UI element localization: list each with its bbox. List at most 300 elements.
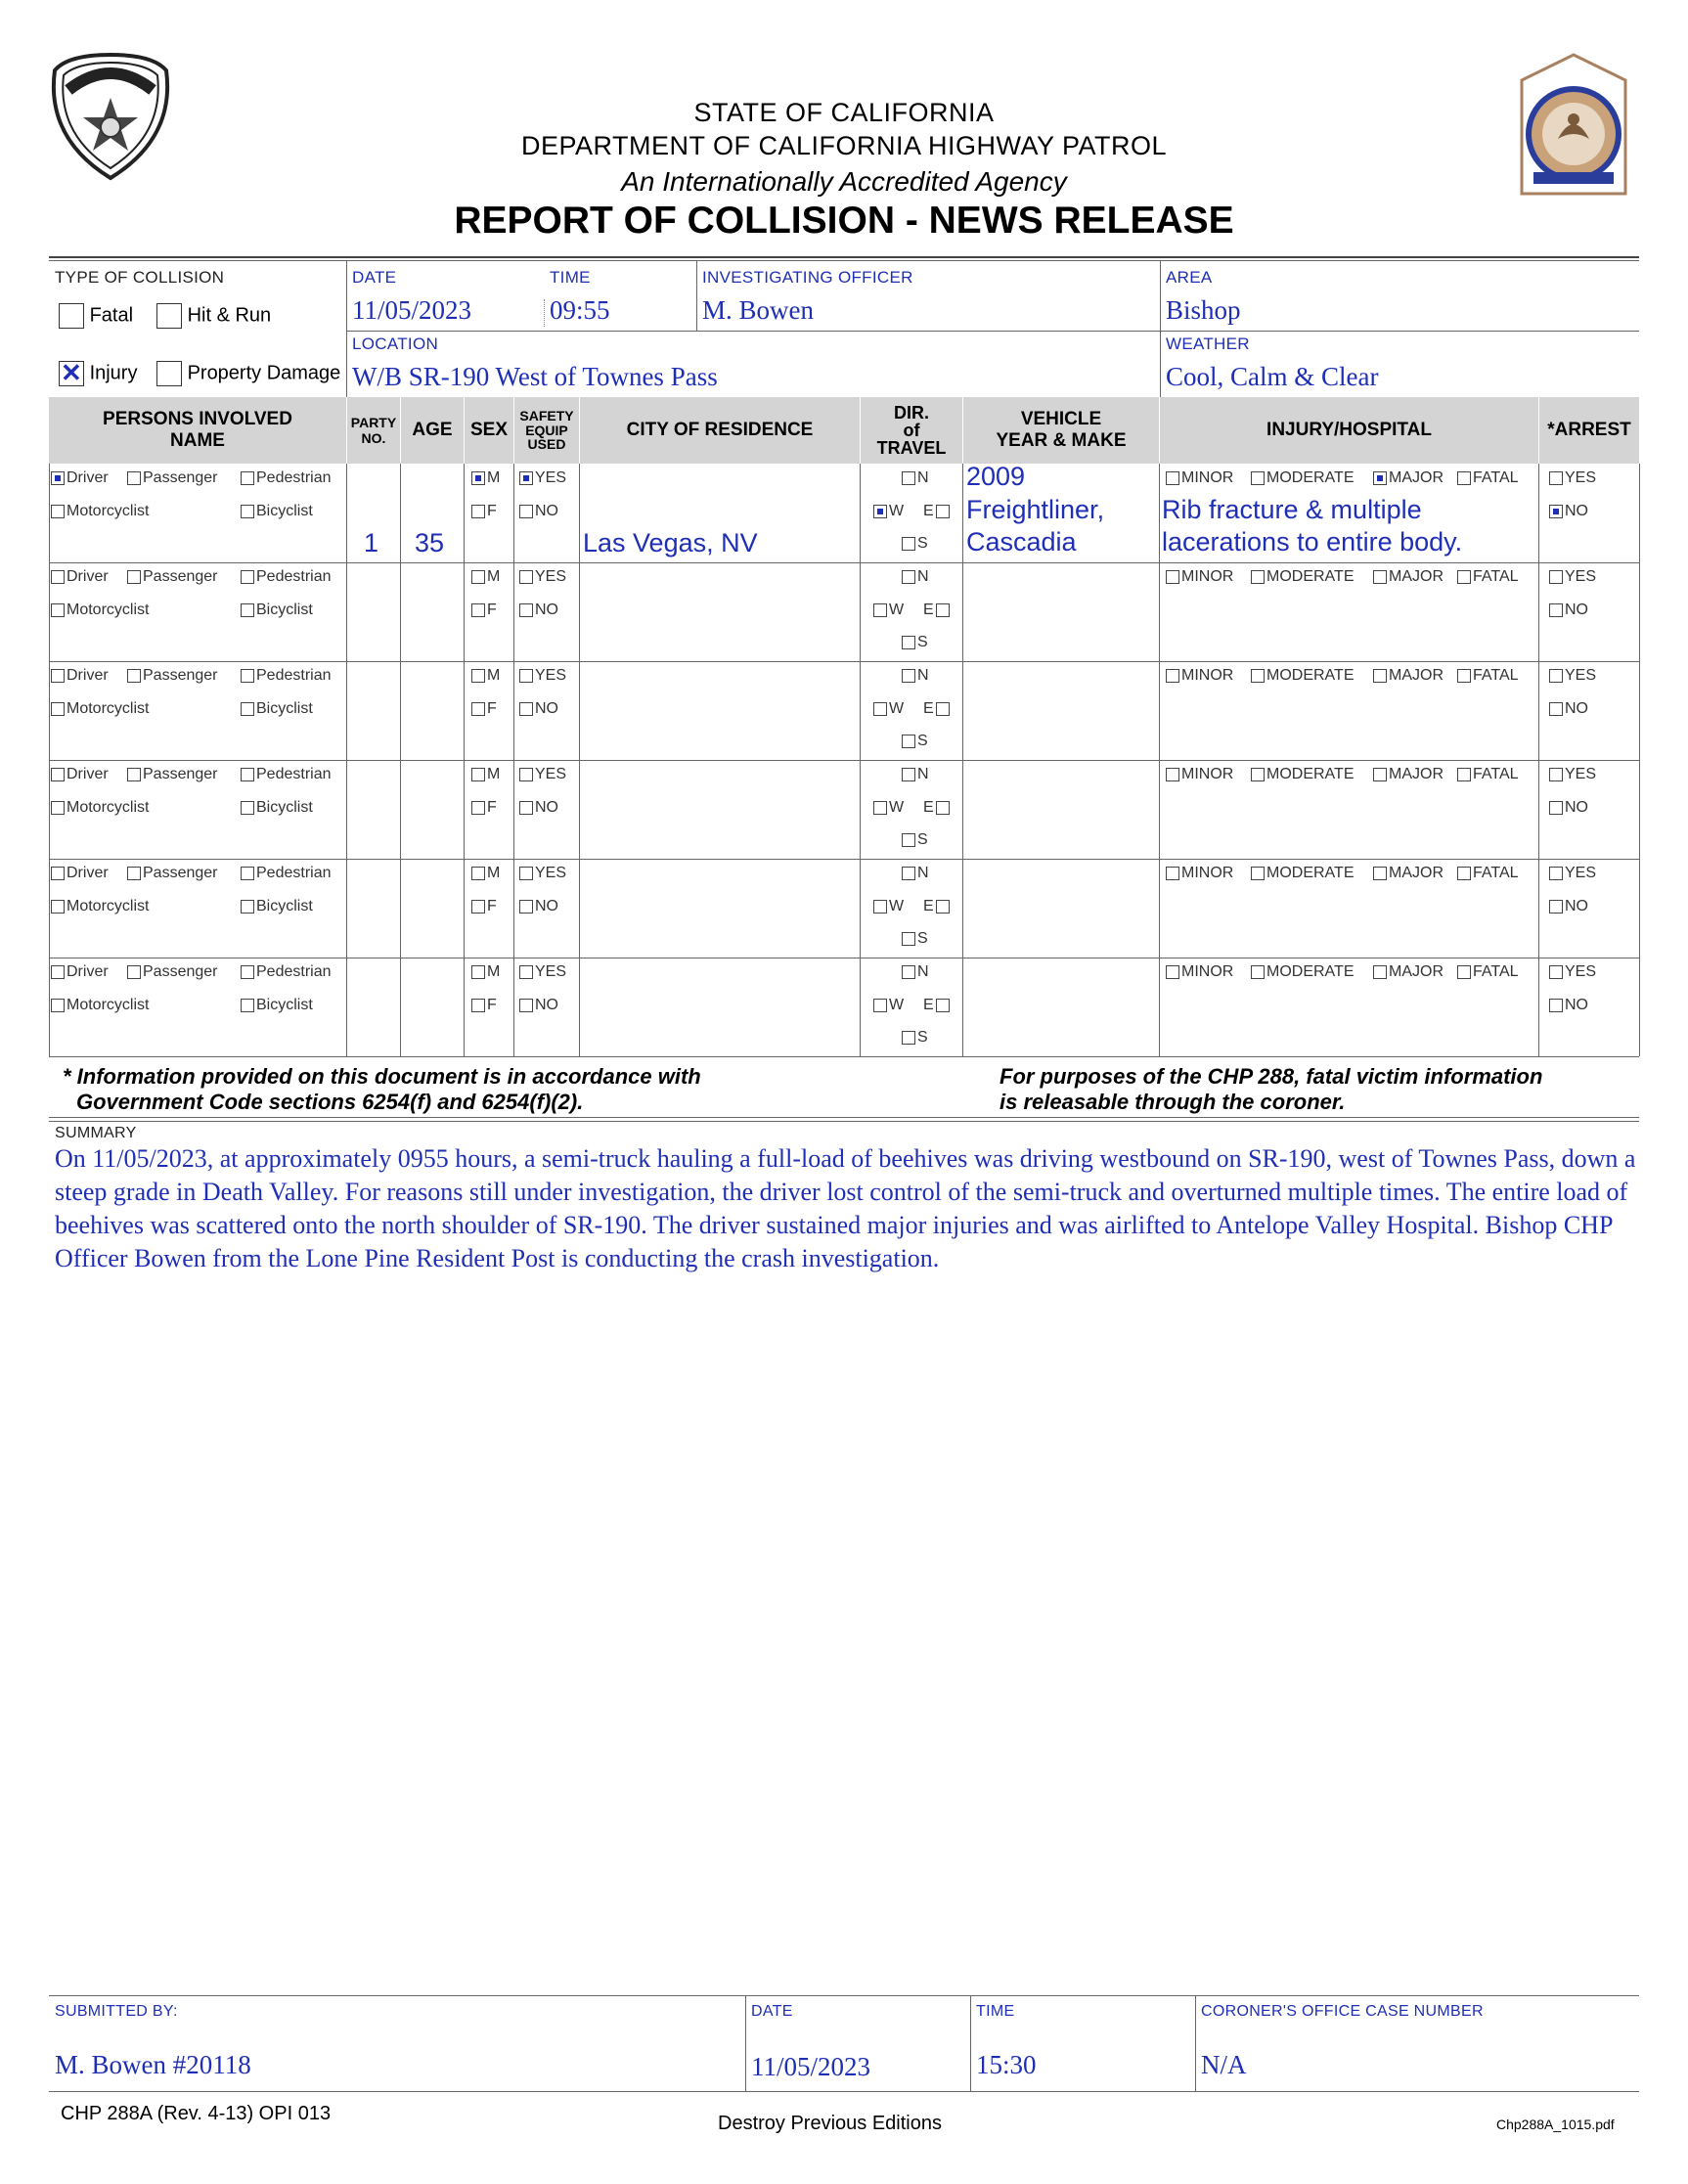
arrest-no-checkbox[interactable] [1549, 505, 1563, 518]
injury-major-checkbox[interactable] [1373, 768, 1387, 781]
injury-fatal-option[interactable] [1457, 667, 1519, 685]
sex-m-checkbox[interactable] [471, 768, 485, 781]
sex-f-option[interactable] [471, 898, 497, 915]
dir-n-checkbox[interactable] [902, 965, 915, 979]
direction-header-line1: DIR. [894, 403, 929, 423]
motorcyclist-checkbox[interactable] [51, 900, 65, 914]
dir-n-checkbox[interactable] [902, 570, 915, 584]
safety-yes-checkbox[interactable] [519, 669, 533, 683]
motorcyclist-checkbox[interactable] [51, 999, 65, 1012]
safety-yes-checkbox[interactable] [519, 471, 533, 485]
dir-w-checkbox[interactable] [873, 801, 887, 815]
sex-f-option[interactable] [471, 997, 497, 1014]
file-name: Chp288A_1015.pdf [1496, 2117, 1615, 2132]
bicyclist-option[interactable] [241, 700, 313, 718]
table-row-divider [49, 760, 1639, 761]
dir-s-label: S [917, 634, 928, 650]
injury-minor-option[interactable] [1166, 568, 1233, 586]
dir-e-option[interactable] [923, 602, 950, 619]
fatal-checkbox[interactable] [59, 303, 84, 329]
footer-rule-top [49, 1995, 1639, 1996]
coroner-case-value: N/A [1201, 2050, 1247, 2079]
arrest-yes-label: YES [1565, 865, 1597, 881]
safety-no-option[interactable] [519, 799, 558, 817]
injury-major-checkbox[interactable] [1373, 867, 1387, 880]
passenger-option[interactable] [127, 469, 218, 487]
dir-w-checkbox[interactable] [873, 603, 887, 617]
pedestrian-checkbox[interactable] [241, 570, 254, 584]
hit-run-checkbox-group[interactable] [156, 303, 271, 329]
injury-major-option[interactable] [1373, 667, 1444, 685]
pedestrian-checkbox[interactable] [241, 669, 254, 683]
injury-major-option[interactable] [1373, 568, 1444, 586]
driver-option[interactable] [51, 469, 109, 487]
motorcyclist-checkbox[interactable] [51, 801, 65, 815]
sex-m-label: M [487, 469, 501, 486]
arrest-yes-label: YES [1565, 667, 1597, 684]
persons-header [49, 397, 346, 464]
injury-fatal-option[interactable] [1457, 865, 1519, 882]
dir-s-checkbox[interactable] [902, 833, 915, 847]
dir-n-checkbox[interactable] [902, 867, 915, 880]
dir-n-option[interactable] [902, 469, 929, 487]
safety-no-checkbox[interactable] [519, 505, 533, 518]
passenger-checkbox[interactable] [127, 471, 141, 485]
safety-no-option[interactable] [519, 602, 558, 619]
dir-s-checkbox[interactable] [902, 636, 915, 649]
arrest-no-checkbox[interactable] [1549, 999, 1563, 1012]
safety-yes-label: YES [535, 865, 567, 881]
safety-yes-option[interactable] [519, 963, 566, 981]
dir-n-option[interactable] [902, 568, 929, 586]
pedestrian-option[interactable] [241, 568, 332, 586]
arrest-no-label: NO [1565, 700, 1588, 717]
arrest-yes-checkbox[interactable] [1549, 570, 1563, 584]
motorcyclist-option[interactable] [51, 898, 149, 915]
dir-s-label: S [917, 1029, 928, 1046]
age-value: 35 [415, 528, 445, 557]
injury-fatal-option[interactable] [1457, 469, 1519, 487]
dir-e-checkbox[interactable] [936, 702, 950, 716]
injury-major-option[interactable] [1373, 469, 1444, 487]
injury-moderate-checkbox[interactable] [1251, 965, 1265, 979]
arrest-yes-checkbox[interactable] [1549, 965, 1563, 979]
injury-fatal-checkbox[interactable] [1457, 867, 1471, 880]
injury-major-checkbox[interactable] [1373, 570, 1387, 584]
safety-yes-option[interactable] [519, 469, 566, 487]
party-header [347, 397, 400, 464]
arrest-yes-label: YES [1565, 963, 1597, 980]
arrest-no-option[interactable] [1549, 997, 1588, 1014]
bicyclist-checkbox[interactable] [241, 999, 254, 1012]
vehicle-year: 2009 [966, 462, 1026, 491]
passenger-checkbox[interactable] [127, 867, 141, 880]
pedestrian-option[interactable] [241, 865, 332, 882]
injury-major-option[interactable] [1373, 963, 1444, 981]
passenger-option[interactable] [127, 963, 218, 981]
injury-moderate-option[interactable] [1251, 766, 1354, 783]
sex-f-option[interactable] [471, 602, 497, 619]
arrest-yes-checkbox[interactable] [1549, 471, 1563, 485]
date-label: DATE [352, 268, 397, 287]
injury-minor-checkbox[interactable] [1166, 669, 1179, 683]
bicyclist-option[interactable] [241, 503, 313, 520]
injury-moderate-checkbox[interactable] [1251, 570, 1265, 584]
injury-major-checkbox[interactable] [1373, 965, 1387, 979]
dir-w-option[interactable] [873, 503, 904, 520]
injury-fatal-label: FATAL [1473, 766, 1519, 782]
safety-yes-option[interactable] [519, 568, 566, 586]
arrest-no-label: NO [1565, 602, 1588, 618]
dir-e-option[interactable] [923, 898, 950, 915]
injury-checkbox-group[interactable] [59, 361, 137, 386]
motorcyclist-option[interactable] [51, 997, 149, 1014]
motorcyclist-label: Motorcyclist [67, 503, 150, 519]
sex-m-checkbox[interactable] [471, 669, 485, 683]
dir-e-checkbox[interactable] [936, 603, 950, 617]
injury-minor-checkbox[interactable] [1166, 965, 1179, 979]
hit-run-checkbox[interactable] [156, 303, 182, 329]
footer-time-value: 15:30 [976, 2050, 1037, 2079]
bicyclist-option[interactable] [241, 997, 313, 1014]
injury-fatal-checkbox[interactable] [1457, 669, 1471, 683]
bicyclist-checkbox[interactable] [241, 702, 254, 716]
divider [745, 1995, 746, 2091]
pedestrian-checkbox[interactable] [241, 965, 254, 979]
injury-fatal-checkbox[interactable] [1457, 471, 1471, 485]
dir-w-option[interactable] [873, 700, 904, 718]
dir-w-checkbox[interactable] [873, 900, 887, 914]
sex-f-checkbox[interactable] [471, 702, 485, 716]
injury-moderate-option[interactable] [1251, 865, 1354, 882]
dir-n-checkbox[interactable] [902, 768, 915, 781]
injury-moderate-checkbox[interactable] [1251, 471, 1265, 485]
motorcyclist-label: Motorcyclist [67, 799, 150, 816]
injury-moderate-option[interactable] [1251, 469, 1354, 487]
motorcyclist-checkbox[interactable] [51, 702, 65, 716]
sex-f-checkbox[interactable] [471, 900, 485, 914]
pedestrian-label: Pedestrian [256, 766, 332, 782]
city-header: CITY OF RESIDENCE [580, 397, 860, 464]
safety-yes-checkbox[interactable] [519, 570, 533, 584]
arrest-no-option[interactable] [1549, 700, 1588, 718]
driver-option[interactable] [51, 865, 109, 882]
sex-f-label: F [487, 503, 497, 519]
dir-e-label: E [923, 799, 934, 816]
pedestrian-checkbox[interactable] [241, 867, 254, 880]
arrest-no-checkbox[interactable] [1549, 801, 1563, 815]
injury-major-label: MAJOR [1389, 469, 1444, 486]
injury-major-checkbox[interactable] [1373, 669, 1387, 683]
safety-yes-checkbox[interactable] [519, 768, 533, 781]
dir-e-checkbox[interactable] [936, 999, 950, 1012]
bicyclist-checkbox[interactable] [241, 505, 254, 518]
dir-e-label: E [923, 997, 934, 1013]
sex-f-label: F [487, 997, 497, 1013]
motorcyclist-option[interactable] [51, 799, 149, 817]
pedestrian-checkbox[interactable] [241, 768, 254, 781]
dir-s-option[interactable] [902, 535, 928, 553]
arrest-no-checkbox[interactable] [1549, 603, 1563, 617]
injury-fatal-checkbox[interactable] [1457, 768, 1471, 781]
passenger-checkbox[interactable] [127, 570, 141, 584]
driver-checkbox[interactable] [51, 471, 65, 485]
time-label: TIME [550, 268, 591, 287]
bicyclist-label: Bicyclist [256, 602, 313, 618]
injury-major-option[interactable] [1373, 766, 1444, 783]
date-value: 11/05/2023 [352, 295, 472, 325]
safety-no-option[interactable] [519, 997, 558, 1014]
dir-s-checkbox[interactable] [902, 1031, 915, 1045]
dir-n-option[interactable] [902, 865, 929, 882]
pedestrian-option[interactable] [241, 667, 332, 685]
injury-moderate-option[interactable] [1251, 568, 1354, 586]
safety-yes-option[interactable] [519, 667, 566, 685]
sex-f-option[interactable] [471, 700, 497, 718]
arrest-yes-checkbox[interactable] [1549, 867, 1563, 880]
passenger-label: Passenger [143, 963, 218, 980]
injury-major-checkbox[interactable] [1373, 471, 1387, 485]
sex-m-option[interactable] [471, 667, 500, 685]
sex-m-checkbox[interactable] [471, 570, 485, 584]
driver-checkbox[interactable] [51, 867, 65, 880]
dir-e-option[interactable] [923, 503, 950, 520]
arrest-no-option[interactable] [1549, 503, 1588, 520]
arrest-yes-option[interactable] [1549, 469, 1596, 487]
injury-minor-checkbox[interactable] [1166, 768, 1179, 781]
dir-s-option[interactable] [902, 831, 928, 849]
injury-fatal-option[interactable] [1457, 568, 1519, 586]
sex-m-checkbox[interactable] [471, 965, 485, 979]
injury-moderate-checkbox[interactable] [1251, 669, 1265, 683]
passenger-checkbox[interactable] [127, 669, 141, 683]
city-of-residence: Las Vegas, NV [583, 528, 758, 557]
safety-yes-label: YES [535, 667, 567, 684]
sex-m-label: M [487, 963, 501, 980]
safety-yes-option[interactable] [519, 865, 566, 882]
dir-s-option[interactable] [902, 733, 928, 750]
motorcyclist-label: Motorcyclist [67, 898, 150, 914]
injury-fatal-checkbox[interactable] [1457, 570, 1471, 584]
injury-major-label: MAJOR [1389, 568, 1444, 585]
dir-e-checkbox[interactable] [936, 801, 950, 815]
safety-yes-checkbox[interactable] [519, 867, 533, 880]
injury-minor-option[interactable] [1166, 469, 1233, 487]
injury-moderate-option[interactable] [1251, 963, 1354, 981]
driver-checkbox[interactable] [51, 768, 65, 781]
passenger-option[interactable] [127, 568, 218, 586]
driver-checkbox[interactable] [51, 965, 65, 979]
dir-w-label: W [889, 503, 905, 519]
injury-fatal-label: FATAL [1473, 667, 1519, 684]
safety-no-option[interactable] [519, 898, 558, 915]
arrest-no-option[interactable] [1549, 799, 1588, 817]
dir-e-checkbox[interactable] [936, 505, 950, 518]
dir-s-checkbox[interactable] [902, 932, 915, 946]
injury-checkbox[interactable] [59, 361, 84, 386]
injury-header: INJURY/HOSPITAL [1160, 397, 1538, 464]
safety-yes-option[interactable] [519, 766, 566, 783]
arrest-no-label: NO [1565, 898, 1588, 914]
injury-major-option[interactable] [1373, 865, 1444, 882]
dir-e-checkbox[interactable] [936, 900, 950, 914]
sex-f-option[interactable] [471, 799, 497, 817]
safety-yes-label: YES [535, 568, 567, 585]
driver-option[interactable] [51, 568, 109, 586]
divider [1160, 260, 1161, 397]
injury-minor-label: MINOR [1181, 568, 1234, 585]
sex-m-option[interactable] [471, 963, 500, 981]
dir-n-option[interactable] [902, 667, 929, 685]
arrest-yes-checkbox[interactable] [1549, 669, 1563, 683]
sex-f-option[interactable] [471, 503, 497, 520]
safety-no-checkbox[interactable] [519, 801, 533, 815]
driver-checkbox[interactable] [51, 669, 65, 683]
safety-no-option[interactable] [519, 700, 558, 718]
safety-no-checkbox[interactable] [519, 702, 533, 716]
dir-w-option[interactable] [873, 799, 904, 817]
dir-n-checkbox[interactable] [902, 669, 915, 683]
passenger-checkbox[interactable] [127, 965, 141, 979]
dir-e-option[interactable] [923, 997, 950, 1014]
submitted-by-value: M. Bowen #20118 [55, 2050, 251, 2079]
divider [970, 1995, 971, 2091]
sex-f-checkbox[interactable] [471, 505, 485, 518]
sex-f-checkbox[interactable] [471, 999, 485, 1012]
bicyclist-option[interactable] [241, 602, 313, 619]
dir-s-checkbox[interactable] [902, 537, 915, 551]
injury-fatal-option[interactable] [1457, 963, 1519, 981]
dir-w-checkbox[interactable] [873, 999, 887, 1012]
injury-moderate-checkbox[interactable] [1251, 867, 1265, 880]
injury-minor-checkbox[interactable] [1166, 867, 1179, 880]
pedestrian-option[interactable] [241, 469, 332, 487]
driver-checkbox[interactable] [51, 570, 65, 584]
injury-minor-option[interactable] [1166, 766, 1233, 783]
property-damage-checkbox[interactable] [156, 361, 182, 386]
vehicle-header [963, 397, 1159, 464]
driver-option[interactable] [51, 963, 109, 981]
dir-w-checkbox[interactable] [873, 505, 887, 518]
fatal-checkbox-group[interactable] [59, 303, 133, 329]
party-number: 1 [364, 528, 379, 557]
direction-header-line2: of [903, 421, 920, 440]
sex-m-option[interactable] [471, 469, 500, 487]
dir-e-option[interactable] [923, 700, 950, 718]
injury-moderate-option[interactable] [1251, 667, 1354, 685]
safety-no-checkbox[interactable] [519, 603, 533, 617]
sex-m-checkbox[interactable] [471, 867, 485, 880]
motorcyclist-checkbox[interactable] [51, 505, 65, 518]
dir-n-option[interactable] [902, 766, 929, 783]
injury-minor-checkbox[interactable] [1166, 471, 1179, 485]
bicyclist-checkbox[interactable] [241, 801, 254, 815]
dir-e-option[interactable] [923, 799, 950, 817]
dir-s-option[interactable] [902, 634, 928, 651]
dir-s-option[interactable] [902, 930, 928, 948]
motorcyclist-checkbox[interactable] [51, 603, 65, 617]
arrest-no-label: NO [1565, 997, 1588, 1013]
arrest-yes-option[interactable] [1549, 667, 1596, 685]
table-row-divider [49, 1056, 1639, 1057]
arrest-yes-option[interactable] [1549, 963, 1596, 981]
injury-fatal-option[interactable] [1457, 766, 1519, 783]
sex-m-checkbox[interactable] [471, 471, 485, 485]
dir-s-checkbox[interactable] [902, 735, 915, 748]
passenger-option[interactable] [127, 865, 218, 882]
driver-option[interactable] [51, 766, 109, 783]
pedestrian-option[interactable] [241, 766, 332, 783]
arrest-no-option[interactable] [1549, 898, 1588, 915]
sex-f-checkbox[interactable] [471, 603, 485, 617]
arrest-yes-option[interactable] [1549, 568, 1596, 586]
dir-w-checkbox[interactable] [873, 702, 887, 716]
sex-m-label: M [487, 865, 501, 881]
safety-no-checkbox[interactable] [519, 999, 533, 1012]
sex-f-checkbox[interactable] [471, 801, 485, 815]
arrest-yes-option[interactable] [1549, 865, 1596, 882]
bicyclist-option[interactable] [241, 898, 313, 915]
motorcyclist-option[interactable] [51, 503, 149, 520]
safety-no-option[interactable] [519, 503, 558, 520]
pedestrian-option[interactable] [241, 963, 332, 981]
property-damage-checkbox-group[interactable] [156, 361, 340, 386]
motorcyclist-option[interactable] [51, 602, 149, 619]
passenger-option[interactable] [127, 766, 218, 783]
arrest-yes-option[interactable] [1549, 766, 1596, 783]
dir-w-option[interactable] [873, 898, 904, 915]
dir-n-option[interactable] [902, 963, 929, 981]
bicyclist-checkbox[interactable] [241, 900, 254, 914]
officer-value: M. Bowen [702, 295, 814, 325]
sex-m-option[interactable] [471, 766, 500, 783]
motorcyclist-option[interactable] [51, 700, 149, 718]
dir-w-option[interactable] [873, 602, 904, 619]
legal-note-line2: Government Code sections 6254(f) and 6254(f)(2). [76, 1090, 584, 1114]
injury-moderate-checkbox[interactable] [1251, 768, 1265, 781]
arrest-yes-checkbox[interactable] [1549, 768, 1563, 781]
arrest-no-checkbox[interactable] [1549, 900, 1563, 914]
bicyclist-option[interactable] [241, 799, 313, 817]
arrest-no-option[interactable] [1549, 602, 1588, 619]
safety-no-label: NO [535, 898, 558, 914]
pedestrian-checkbox[interactable] [241, 471, 254, 485]
safety-no-checkbox[interactable] [519, 900, 533, 914]
arrest-header: *ARREST [1539, 397, 1639, 464]
sex-m-option[interactable] [471, 568, 500, 586]
top-rule-inner [49, 260, 1639, 261]
driver-option[interactable] [51, 667, 109, 685]
injury-minor-option[interactable] [1166, 963, 1233, 981]
vehicle-header-line2: YEAR & MAKE [996, 430, 1127, 451]
injury-minor-option[interactable] [1166, 865, 1233, 882]
arrest-no-checkbox[interactable] [1549, 702, 1563, 716]
safety-yes-checkbox[interactable] [519, 965, 533, 979]
sex-m-option[interactable] [471, 865, 500, 882]
dir-n-checkbox[interactable] [902, 471, 915, 485]
dir-w-option[interactable] [873, 997, 904, 1014]
injury-minor-checkbox[interactable] [1166, 570, 1179, 584]
injury-fatal-checkbox[interactable] [1457, 965, 1471, 979]
injury-minor-option[interactable] [1166, 667, 1233, 685]
safety-no-label: NO [535, 799, 558, 816]
state-heading: STATE OF CALIFORNIA [693, 98, 995, 127]
dir-s-option[interactable] [902, 1029, 928, 1047]
bicyclist-label: Bicyclist [256, 799, 313, 816]
passenger-checkbox[interactable] [127, 768, 141, 781]
bicyclist-checkbox[interactable] [241, 603, 254, 617]
passenger-option[interactable] [127, 667, 218, 685]
